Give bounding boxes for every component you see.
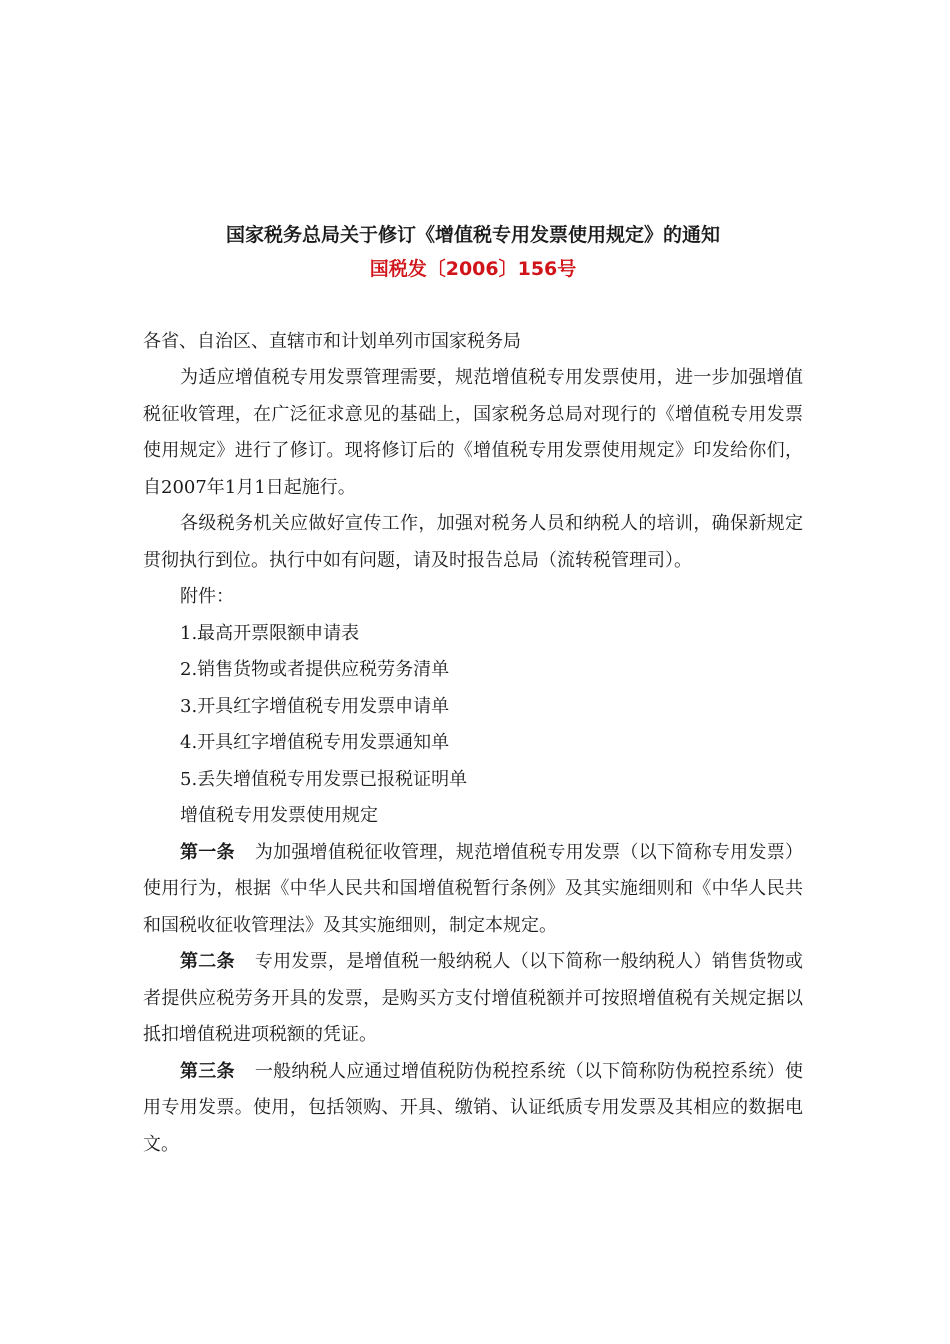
article-text: 一般纳税人应通过增值税防伪税控系统（以下简称防伪税控系统）使用专用发票。使用，包括领购、开具、缴销、认证纸质专用发票及其相应的数据电文。 bbox=[143, 1060, 803, 1155]
attachment-item: 1.最高开票限额申请表 bbox=[180, 622, 360, 644]
body-paragraph: 为适应增值税专用发票管理需要，规范增值税专用发票使用，进一步加强增值税征收管理，在广泛征求意见的基础上，国家税务总局对现行的《增值税专用发票使用规定》进行了修订。现将修订后的《增值税专用发票使用规定》印发给你们，自2007年1月1日起施行。 bbox=[143, 367, 803, 498]
attachments-list bbox=[143, 616, 803, 799]
addressee: 各省、自治区、直辖市和计划单列市国家税务局 bbox=[143, 331, 521, 352]
document-number: 国税发〔2006〕156号 bbox=[369, 258, 577, 280]
regulation-title: 增值税专用发票使用规定 bbox=[180, 805, 378, 826]
article-label: 第一条 bbox=[180, 841, 235, 863]
article-1 bbox=[143, 835, 803, 945]
body-paragraph: 各级税务机关应做好宣传工作，加强对税务人员和纳税人的培训，确保新规定贯彻执行到位。执行中如有问题，请及时报告总局（流转税管理司）。 bbox=[143, 513, 803, 571]
article-label: 第二条 bbox=[180, 951, 235, 972]
article-3 bbox=[143, 1054, 803, 1164]
attachments-label: 附件： bbox=[180, 586, 234, 607]
attachment-item: 2.销售货物或者提供应税劳务清单 bbox=[180, 659, 450, 680]
attachment-item: 4.开具红字增值税专用发票通知单 bbox=[180, 732, 450, 753]
document-page bbox=[143, 218, 803, 1163]
article-text: 为加强增值税征收管理，规范增值税专用发票（以下简称专用发票）使用行为，根据《中华人民共和国增值税暂行条例》及其实施细则和《中华人民共和国税收征收管理法》及其实施细则，制定本规定。 bbox=[143, 841, 803, 936]
document-title: 国家税务总局关于修订《增值税专用发票使用规定》的通知 bbox=[225, 224, 720, 246]
attachment-item: 5.丢失增值税专用发票已报税证明单 bbox=[180, 768, 468, 790]
article-2 bbox=[143, 944, 803, 1054]
article-label: 第三条 bbox=[180, 1060, 235, 1082]
article-text: 专用发票，是增值税一般纳税人（以下简称一般纳税人）销售货物或者提供应税劳务开具的发票，是购买方支付增值税额并可按照增值税有关规定据以抵扣增值税进项税额的凭证。 bbox=[143, 951, 803, 1045]
attachment-item: 3.开具红字增值税专用发票申请单 bbox=[180, 695, 450, 717]
